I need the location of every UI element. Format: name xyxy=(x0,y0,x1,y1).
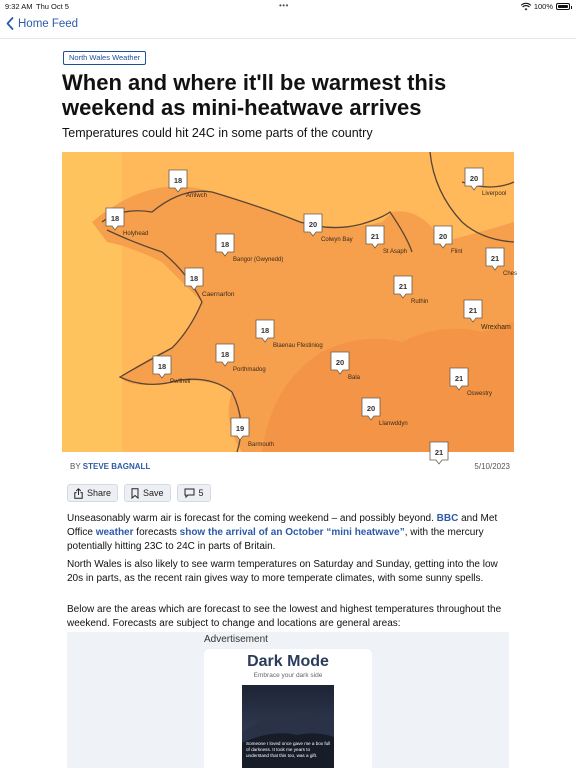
byline xyxy=(70,462,150,471)
map-marker-temp: 18 xyxy=(189,274,199,283)
status-date: Thu Oct 5 xyxy=(36,2,69,11)
article-headline: When and where it'll be warmest this weekend as mini-heatwave arrives xyxy=(62,70,447,120)
paragraph-text: and Met Office xyxy=(67,513,498,538)
map-marker[interactable] xyxy=(430,442,448,464)
save-button[interactable] xyxy=(124,484,171,502)
share-icon xyxy=(74,488,83,499)
map-marker-temp: 19 xyxy=(235,424,245,433)
back-label: Home Feed xyxy=(18,17,79,30)
status-time: 9:32 AM xyxy=(5,2,33,11)
map-marker-place: Flint xyxy=(451,249,463,255)
comments-count: 5 xyxy=(198,488,204,498)
map-marker-place: Llanwddyn xyxy=(379,421,408,427)
map-marker-place: Liverpool xyxy=(482,191,507,197)
map-marker-place: Ruthin xyxy=(411,299,429,305)
map-marker-temp: 20 xyxy=(308,220,318,229)
paragraph-text: , with the mercury potentially hitting 23C to 24C in parts of Britain. xyxy=(67,527,484,552)
article-subheadline: Temperatures could hit 24C in some parts of the country xyxy=(62,126,373,140)
map-marker-temp: 18 xyxy=(220,350,230,359)
share-label: Share xyxy=(87,488,112,498)
temperature-map[interactable] xyxy=(62,152,518,457)
wifi-icon xyxy=(521,3,531,11)
map-marker-place: Barmouth xyxy=(248,442,275,448)
bookmark-icon xyxy=(131,488,139,499)
advertisement-label: Advertisement xyxy=(204,634,268,645)
map-marker-place: Porthmadog xyxy=(233,367,266,373)
map-marker-temp: 18 xyxy=(157,362,167,371)
map-marker-temp: 20 xyxy=(438,232,448,241)
publish-date: 5/10/2023 xyxy=(474,462,510,471)
map-marker-place: Amlwch xyxy=(186,193,208,199)
article-paragraph-1 xyxy=(67,512,513,554)
map-marker-temp: 21 xyxy=(454,374,464,383)
article-paragraph-2: North Wales is also likely to see warm temperatures on Saturday and Sunday, getting into the low 20s in parts, as the recent rain gives way to more temperate climates, with some sunny spells. xyxy=(67,559,498,584)
map-marker-place: Ches xyxy=(503,271,518,277)
advertisement-card[interactable] xyxy=(204,649,372,768)
map-marker-temp: 21 xyxy=(468,306,478,315)
share-button[interactable] xyxy=(67,484,118,502)
map-marker-place: Oswestry xyxy=(467,391,493,397)
map-marker-place: St Asaph xyxy=(383,249,408,255)
heatwave-link[interactable]: show the arrival of an October “mini heatwave” xyxy=(179,527,405,538)
battery-icon xyxy=(556,3,570,10)
map-marker-temp: 21 xyxy=(434,448,444,457)
map-marker-temp: 20 xyxy=(366,404,376,413)
map-marker-temp: 18 xyxy=(110,214,120,223)
ad-caption: Someone I loved once gave me a box full of darkness. It took me years to understand that this too, was a gift. xyxy=(246,741,331,758)
bbc-link[interactable]: BBC xyxy=(436,513,459,524)
comment-icon xyxy=(184,488,195,498)
map-marker-temp: 20 xyxy=(335,358,345,367)
paragraph-text: Unseasonably warm air is forecast for the coming weekend – and possibly beyond. xyxy=(67,513,437,524)
ad-title: Dark Mode xyxy=(247,653,329,670)
chevron-left-icon xyxy=(6,17,14,30)
article-paragraph-3: Below are the areas which are forecast to see the lowest and highest temperatures throughout the weekend. Forecasts are subject to change and locations are general areas: xyxy=(67,604,502,629)
save-label: Save xyxy=(143,488,164,498)
paragraph-text: forecasts xyxy=(133,527,180,538)
byline-prefix: BY xyxy=(70,462,81,471)
map-marker-place: Colwyn Bay xyxy=(321,237,353,243)
map-marker-temp: 20 xyxy=(469,174,479,183)
map-marker-place: Bala xyxy=(348,375,361,381)
ad-image xyxy=(242,685,334,768)
map-marker-place: Holyhead xyxy=(123,231,149,237)
map-marker-place: Bangor (Gwynedd) xyxy=(233,257,284,263)
map-marker-temp: 21 xyxy=(370,232,380,241)
comments-button[interactable] xyxy=(177,484,211,502)
map-marker-temp: 18 xyxy=(173,176,183,185)
ad-subtitle: Embrace your dark side xyxy=(253,672,323,679)
battery-percent: 100% xyxy=(533,2,553,11)
multitask-dots-icon[interactable]: ••• xyxy=(279,1,289,10)
map-graphic xyxy=(62,152,518,457)
nav-bar xyxy=(0,12,576,39)
author-link[interactable]: STEVE BAGNALL xyxy=(82,462,151,471)
status-right xyxy=(521,2,570,11)
status-bar xyxy=(0,0,576,12)
map-marker-temp: 21 xyxy=(490,254,500,263)
map-marker-place: Caernarfon xyxy=(202,291,235,298)
map-marker-temp: 18 xyxy=(260,326,270,335)
map-marker-temp: 18 xyxy=(220,240,230,249)
map-marker-place: Wrexham xyxy=(481,324,511,331)
article-actions xyxy=(67,484,211,502)
back-button[interactable] xyxy=(6,17,78,30)
category-badge[interactable]: North Wales Weather xyxy=(63,51,146,65)
map-marker-place: Pwllheli xyxy=(170,379,191,385)
map-marker-temp: 21 xyxy=(398,282,408,291)
map-marker-place: Blaenau Ffestiniog xyxy=(273,343,323,349)
weather-link[interactable]: weather xyxy=(95,527,134,538)
